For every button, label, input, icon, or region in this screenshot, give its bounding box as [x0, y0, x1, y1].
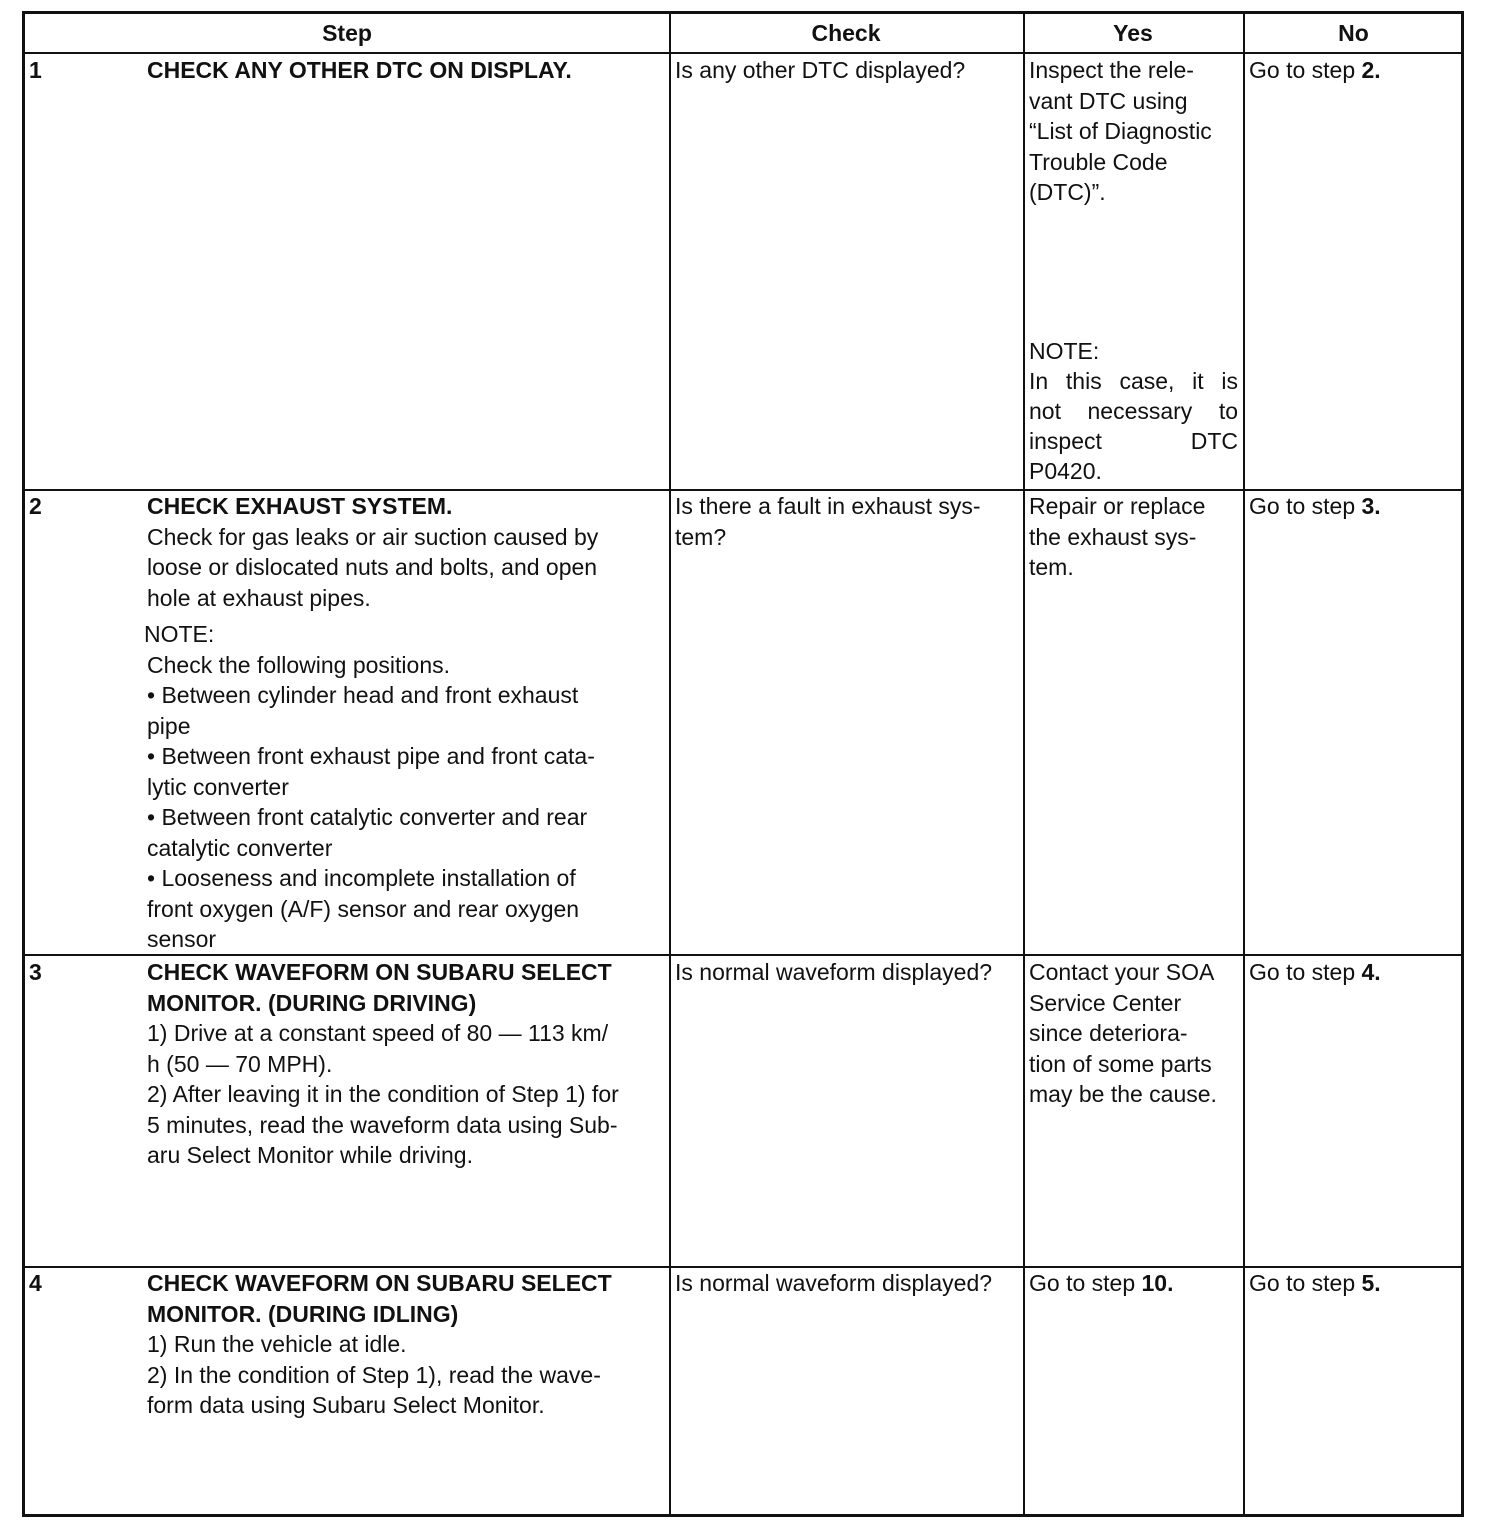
header-step: Step — [322, 20, 372, 46]
no-prefix: Go to step — [1249, 1270, 1362, 1296]
yes-line: Repair or replace — [1029, 493, 1206, 519]
step-title-line: MONITOR. (DURING DRIVING) — [147, 989, 477, 1016]
yes-line: tem. — [1029, 554, 1074, 580]
body-line: 5 minutes, read the waveform data using Sub- — [147, 1111, 618, 1138]
yes-line: Inspect the rele- — [1029, 57, 1194, 83]
note-label: NOTE: — [144, 621, 215, 647]
yes-line: vant DTC using — [1029, 87, 1188, 114]
step-title-line: MONITOR. (DURING IDLING) — [147, 1300, 459, 1327]
no-step-ref: 2. — [1361, 57, 1381, 83]
yes-line: Contact your SOA — [1029, 959, 1215, 985]
col-divider-yes — [1023, 14, 1025, 1514]
note-label: NOTE: — [1029, 338, 1100, 364]
no-action-3 — [1249, 957, 1459, 988]
yes-action-2 — [1029, 491, 1237, 583]
body-line: form data using Subaru Select Monitor. — [147, 1392, 545, 1418]
check-line: tem? — [675, 523, 727, 550]
header-check: Check — [811, 20, 881, 46]
check-question-3: Is normal waveform displayed? — [675, 959, 993, 985]
yes-prefix: Go to step — [1029, 1270, 1142, 1296]
check-question-1: Is any other DTC displayed? — [675, 57, 966, 83]
note-line: not necessary to — [1029, 398, 1238, 424]
body-line: 1) Drive at a constant speed of 80 — 113 km/ — [147, 1020, 609, 1046]
header-no: No — [1338, 20, 1369, 46]
note-line: P0420. — [1029, 458, 1102, 484]
body-line: aru Select Monitor while driving. — [147, 1142, 473, 1168]
step-title-1: CHECK ANY OTHER DTC ON DISPLAY. — [147, 57, 572, 83]
note-line: front oxygen (A/F) sensor and rear oxygen — [147, 895, 580, 922]
no-action-1 — [1249, 55, 1459, 86]
yes-action-4 — [1029, 1268, 1237, 1299]
yes-line: since deteriora- — [1029, 1020, 1188, 1046]
step-content-2 — [144, 491, 667, 955]
yes-action-3 — [1029, 957, 1241, 1110]
check-question-2 — [675, 491, 1020, 552]
step-number-2: 2 — [29, 493, 42, 519]
step-title-2: CHECK EXHAUST SYSTEM. — [147, 493, 453, 519]
note-line: lytic converter — [147, 773, 289, 800]
yes-note-1 — [1029, 336, 1238, 486]
note-line: • Looseness and incomplete installation of — [147, 865, 576, 891]
yes-step-ref: 10. — [1141, 1270, 1174, 1296]
yes-action-1 — [1029, 55, 1237, 208]
yes-line: Service Center — [1029, 989, 1182, 1016]
body-line: Check for gas leaks or air suction caused by — [147, 523, 599, 550]
header-yes: Yes — [1113, 20, 1153, 46]
step-number-3: 3 — [29, 959, 42, 985]
note-line: In this case, it is — [1029, 368, 1238, 394]
note-line: catalytic converter — [147, 834, 333, 861]
col-divider-check — [669, 14, 671, 1514]
no-step-ref: 3. — [1361, 493, 1381, 519]
yes-line: “List of Diagnostic — [1029, 118, 1212, 144]
yes-line: (DTC)”. — [1029, 179, 1106, 205]
step-title-line: CHECK WAVEFORM ON SUBARU SELECT — [147, 959, 612, 985]
no-step-ref: 5. — [1361, 1270, 1381, 1296]
check-line: Is there a fault in exhaust sys- — [675, 493, 981, 519]
body-line: loose or dislocated nuts and bolts, and open — [147, 554, 598, 580]
check-question-4: Is normal waveform displayed? — [675, 1270, 993, 1296]
step-content-3 — [147, 957, 667, 1171]
body-line: h (50 — 70 MPH). — [147, 1050, 333, 1077]
no-action-2 — [1249, 491, 1459, 522]
note-line: • Between front catalytic converter and rear — [147, 804, 588, 830]
step-number-1: 1 — [29, 57, 42, 83]
body-line: 2) In the condition of Step 1), read the wave- — [147, 1361, 601, 1388]
body-line: 1) Run the vehicle at idle. — [147, 1331, 407, 1357]
note-line: • Between cylinder head and front exhaust — [147, 682, 579, 708]
step-number-4: 4 — [29, 1270, 42, 1296]
yes-line: the exhaust sys- — [1029, 523, 1197, 550]
note-line: sensor — [147, 926, 217, 952]
note-line: pipe — [147, 712, 191, 739]
diagnostic-table — [22, 11, 1464, 1517]
body-line: 2) After leaving it in the condition of Step 1) for — [147, 1081, 619, 1107]
no-action-4 — [1249, 1268, 1459, 1299]
yes-line: tion of some parts — [1029, 1050, 1212, 1077]
no-prefix: Go to step — [1249, 959, 1362, 985]
step-title-line: CHECK WAVEFORM ON SUBARU SELECT — [147, 1270, 612, 1296]
note-line: • Between front exhaust pipe and front cata- — [147, 743, 595, 769]
yes-line: may be the cause. — [1029, 1081, 1217, 1107]
step-content-4 — [147, 1268, 667, 1421]
note-line: inspect DTC — [1029, 428, 1238, 454]
yes-line: Trouble Code — [1029, 148, 1168, 175]
body-line: hole at exhaust pipes. — [147, 584, 371, 611]
no-prefix: Go to step — [1249, 493, 1362, 519]
no-step-ref: 4. — [1361, 959, 1381, 985]
note-line: Check the following positions. — [147, 651, 450, 678]
col-divider-no — [1243, 14, 1245, 1514]
header-divider — [25, 52, 1461, 54]
no-prefix: Go to step — [1249, 57, 1362, 83]
